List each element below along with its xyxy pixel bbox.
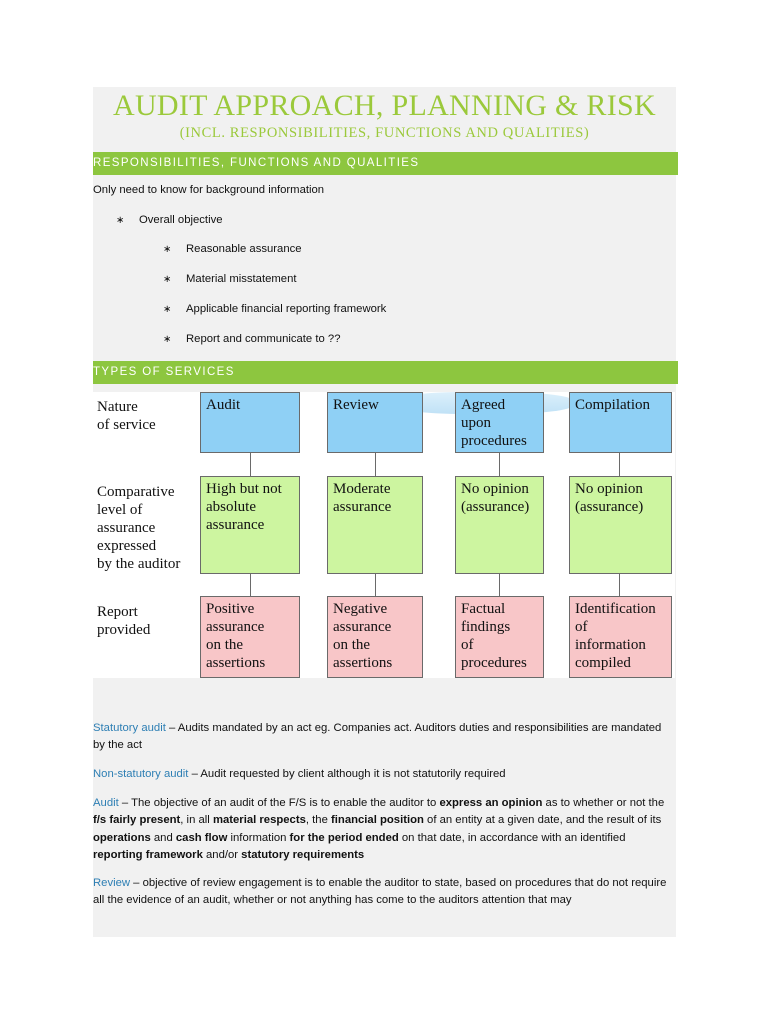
row-label-assurance: Comparative level of assurance expressed by the auditor [97,484,181,572]
connector-line [619,453,620,476]
report-box-audit: Positive assurance on the assertions [200,596,300,678]
connector-line [375,574,376,596]
emphasis-text: cash flow [175,831,228,844]
definition-audit [93,795,676,864]
emphasis-text: statutory requirements [241,848,365,861]
bullet-icon: ∗ [163,304,172,315]
connector-line [375,453,376,476]
emphasis-text: for the period ended [289,831,399,844]
emphasis-text: f/s fairly present [93,814,181,827]
emphasis-text: express an opinion [439,797,543,809]
report-box-agreed-upon-procedures: Factual findings of procedures [455,596,544,678]
list-item: Material misstatement [186,273,297,285]
definition-text: and [150,831,176,844]
assurance-box-audit: High but not absolute assurance [200,476,300,574]
definition-text: , in all [180,814,213,827]
document-page [93,87,676,937]
emphasis-text: financial position [331,814,424,827]
emphasis-text: reporting framework [93,848,203,861]
section-heading-responsibilities [93,152,678,175]
definition-text: information [227,831,290,844]
section-heading-label: RESPONSIBILITIES, FUNCTIONS AND QUALITIES [93,157,420,169]
definition-text: on that date, in accordance with an identified [398,831,626,844]
emphasis-text: material respects [212,814,306,827]
service-box-audit: Audit [200,392,300,453]
definition-text: – Audits mandated by an act eg. Companies act. Auditors duties and responsibilities are mandated by the act [93,722,662,752]
term-non-statutory-audit: Non-statutory audit [93,768,189,780]
list-item: Applicable financial reporting framework [186,303,387,315]
definition-text: of an entity at a given date, and the result of its [423,814,662,827]
types-of-services-diagram [93,392,675,678]
definition-review [93,875,676,910]
page-title: AUDIT APPROACH, PLANNING & RISK [113,89,656,122]
report-box-review: Negative assurance on the assertions [327,596,423,678]
definition-text: , the [305,814,332,827]
emphasis-text: operations [93,831,151,844]
assurance-box-compilation: No opinion (assurance) [569,476,672,574]
definition-non-statutory-audit [93,766,676,783]
term-review: Review [93,877,131,889]
connector-line [250,453,251,476]
list-item: Report and communicate to ?? [186,333,341,345]
assurance-box-review: Moderate assurance [327,476,423,574]
report-box-compilation: Identification of information compiled [569,596,672,678]
connector-line [499,574,500,596]
connector-line [619,574,620,596]
service-box-agreed-upon-procedures: Agreed upon procedures [455,392,544,453]
definition-statutory-audit [93,720,676,755]
connector-line [499,453,500,476]
bullet-icon: ∗ [163,274,172,285]
connector-line [250,574,251,596]
bullet-icon: ∗ [163,334,172,345]
definition-text: and/or [202,848,242,861]
section-heading-types-of-services [93,361,678,384]
service-box-review: Review [327,392,423,453]
definition-text: – The objective of an audit of the F/S is to enable the auditor to [118,797,440,809]
bullet-icon: ∗ [163,244,172,255]
page-subtitle: (INCL. RESPONSIBILITIES, FUNCTIONS AND QUALITIES) [179,125,590,141]
service-box-compilation: Compilation [569,392,672,453]
bullet-icon: ∗ [116,215,125,226]
definition-text: as to whether or not the [542,797,665,809]
intro-text: Only need to know for background information [93,184,325,196]
row-label-nature: Nature of service [97,399,156,433]
row-label-report: Report provided [97,604,151,638]
definition-text: – objective of review engagement is to enable the auditor to state, based on procedures that do not require all the evidence of an audit, whether or not anything has come to the auditors attention that may [93,877,667,907]
assurance-box-agreed-upon-procedures: No opinion (assurance) [455,476,544,574]
list-item: Reasonable assurance [186,243,302,255]
definition-text: – Audit requested by client although it is not statutorily required [188,768,506,780]
list-item-overall-objective: Overall objective [139,214,223,226]
term-audit: Audit [93,797,119,809]
section-heading-label: TYPES OF SERVICES [93,366,235,378]
term-statutory-audit: Statutory audit [93,722,166,734]
